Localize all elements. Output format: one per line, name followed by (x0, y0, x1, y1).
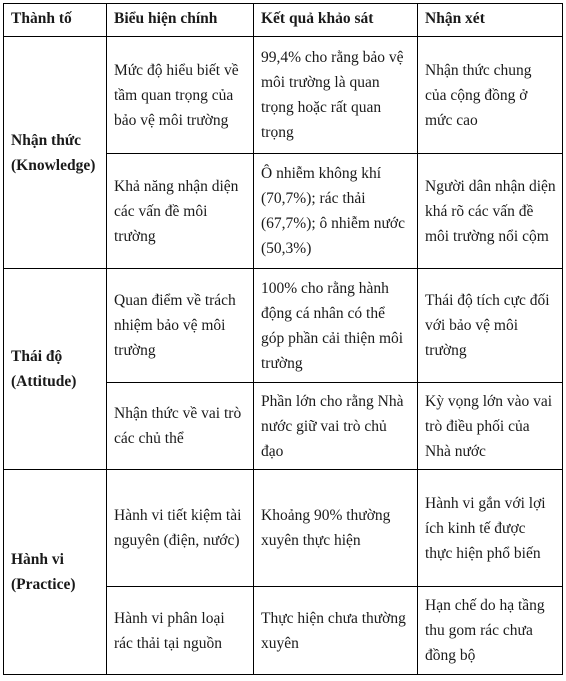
table-row (4, 470, 563, 587)
cell-bieu-hien: Hành vi tiết kiệm tài nguyên (điện, nước) (107, 470, 254, 587)
group-name-en: (Practice) (11, 576, 76, 593)
cell-bieu-hien: Quan điểm về trách nhiệm bảo vệ môi trường (107, 269, 254, 383)
header-ket-qua: Kết quả khảo sát (254, 4, 418, 37)
cell-nhan-xet: Hành vi gắn với lợi ích kinh tế được thực hiện phổ biến (418, 470, 563, 587)
cell-bieu-hien: Nhận thức về vai trò các chủ thể (107, 383, 254, 470)
group-cell-practice (4, 470, 107, 675)
cell-nhan-xet: Người dân nhận diện khá rõ các vấn đề môi trường nổi cộm (418, 154, 563, 269)
cell-bieu-hien: Khả năng nhận diện các vấn đề môi trường (107, 154, 254, 269)
cell-nhan-xet: Hạn chế do hạ tầng thu gom rác chưa đồng bộ (418, 587, 563, 675)
group-name: Hành vi (11, 551, 64, 568)
table-row (4, 269, 563, 383)
group-name-en: (Knowledge) (11, 156, 96, 174)
table-row (4, 37, 563, 154)
header-thanh-to: Thành tố (4, 4, 107, 37)
cell-nhan-xet: Kỳ vọng lớn vào vai trò điều phối của Nhà nước (418, 383, 563, 470)
cell-ket-qua: Khoảng 90% thường xuyên thực hiện (254, 470, 418, 587)
group-name-en: (Attitude) (11, 373, 77, 390)
header-row (4, 4, 563, 37)
cell-nhan-xet: Thái độ tích cực đối với bảo vệ môi trường (418, 269, 563, 383)
group-name: Nhận thức (11, 131, 82, 149)
cell-ket-qua: 100% cho rằng hành động cá nhân có thể góp phần cải thiện môi trường (254, 269, 418, 383)
cell-ket-qua: Thực hiện chưa thường xuyên (254, 587, 418, 675)
cell-bieu-hien: Hành vi phân loại rác thải tại nguồn (107, 587, 254, 675)
survey-table (3, 3, 563, 675)
cell-ket-qua: Ô nhiễm không khí (70,7%); rác thải (67,7%); ô nhiễm nước (50,3%) (254, 154, 418, 269)
group-cell-knowledge (4, 37, 107, 269)
header-bieu-hien: Biểu hiện chính (107, 4, 254, 37)
cell-ket-qua: Phần lớn cho rằng Nhà nước giữ vai trò chủ đạo (254, 383, 418, 470)
group-name: Thái độ (11, 348, 63, 365)
cell-bieu-hien: Mức độ hiểu biết về tầm quan trọng của bảo vệ môi trường (107, 37, 254, 154)
header-nhan-xet: Nhận xét (418, 4, 563, 37)
cell-nhan-xet: Nhận thức chung của cộng đồng ở mức cao (418, 37, 563, 154)
group-cell-attitude (4, 269, 107, 470)
cell-ket-qua: 99,4% cho rằng bảo vệ môi trường là quan trọng hoặc rất quan trọng (254, 37, 418, 154)
